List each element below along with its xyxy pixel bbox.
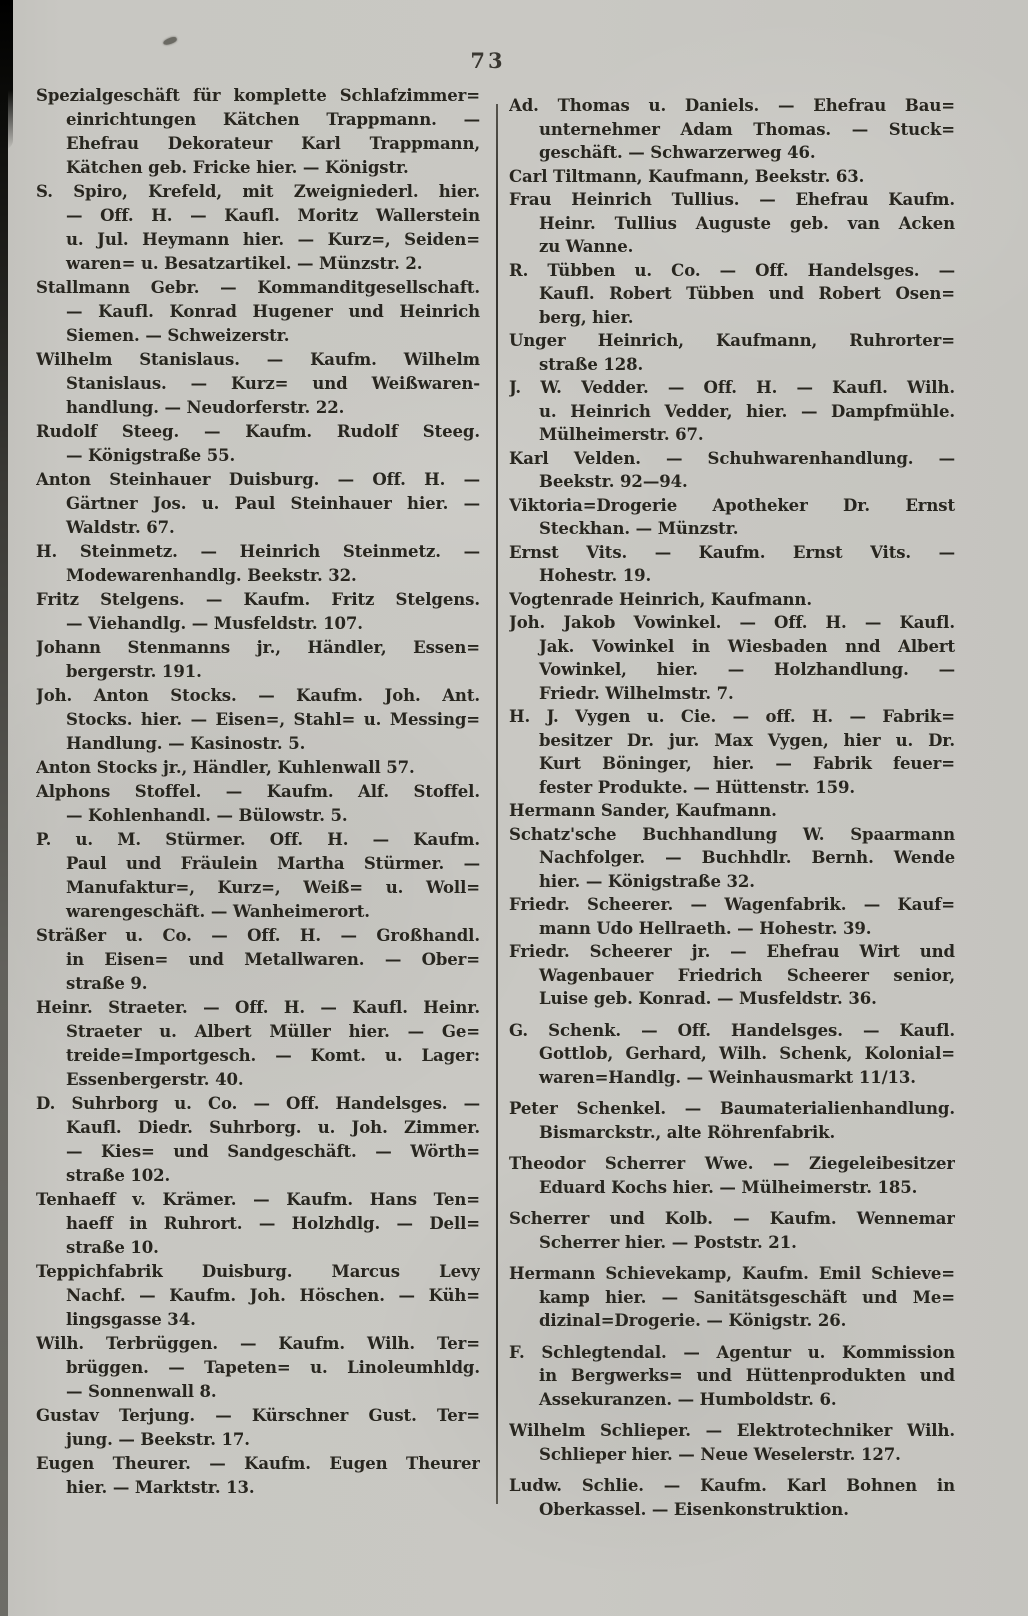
entry-line: Straeter u. Albert Müller hier. — Ge=	[66, 1022, 480, 1041]
entry-line: Stallmann Gebr. — Kommanditgesellschaft.	[36, 278, 480, 297]
entry-line: straße 9.	[66, 974, 148, 993]
entry-line: Karl Velden. — Schuhwarenhandlung. —	[509, 448, 955, 468]
directory-entry	[509, 1341, 955, 1412]
entry-line: — Kaufl. Konrad Hugener und Heinrich	[66, 302, 480, 321]
page-number: 73	[470, 48, 506, 73]
entry-line: Mülheimerstr. 67.	[539, 425, 704, 444]
entry-line: — Sonnenwall 8.	[66, 1382, 217, 1401]
entry-line: jung. — Beekstr. 17.	[66, 1430, 250, 1449]
entry-line: u. Heinrich Vedder, hier. — Dampfmühle.	[539, 401, 955, 421]
directory-entry	[36, 84, 480, 180]
entry-line: u. Jul. Heymann hier. — Kurz=, Seiden=	[66, 230, 480, 249]
entry-line: in Eisen= und Metallwaren. — Ober=	[66, 950, 480, 969]
entry-line: Luise geb. Konrad. — Musfeldstr. 36.	[539, 989, 877, 1008]
left-column	[36, 84, 480, 1500]
directory-entry	[36, 588, 480, 636]
entry-line: R. Tübben u. Co. — Off. Handelsges. —	[509, 260, 955, 280]
entry-line: — Kohlenhandl. — Bülowstr. 5.	[66, 806, 348, 825]
directory-entry	[509, 893, 955, 940]
directory-entry	[36, 636, 480, 684]
entry-line: Modewarenhandlg. Beekstr. 32.	[66, 566, 357, 585]
entry-line: Johann Stenmanns jr., Händler, Essen=	[36, 638, 480, 657]
right-column	[509, 94, 955, 1521]
entry-line: kamp hier. — Sanitätsgeschäft und Me=	[539, 1287, 955, 1307]
entry-line: Scherrer hier. — Poststr. 21.	[539, 1232, 797, 1252]
directory-entry	[36, 540, 480, 588]
directory-entry	[36, 780, 480, 828]
directory-entry	[509, 259, 955, 330]
entry-line: Unger Heinrich, Kaufmann, Ruhrorter=	[509, 331, 955, 350]
entry-line: H. J. Vygen u. Cie. — off. H. — Fabrik=	[509, 707, 955, 726]
entry-line: fester Produkte. — Hüttenstr. 159.	[539, 777, 856, 797]
directory-entry	[36, 924, 480, 996]
entry-line: Carl Tiltmann, Kaufmann, Beekstr. 63.	[509, 166, 865, 186]
entry-line: Friedr. Scheerer. — Wagenfabrik. — Kauf=	[509, 895, 955, 914]
entry-line: warengeschäft. — Wanheimerort.	[66, 902, 370, 921]
entry-line: Ludw. Schlie. — Kaufm. Karl Bohnen in	[509, 1476, 955, 1495]
entry-line: Alphons Stoffel. — Kaufm. Alf. Stoffel.	[36, 782, 480, 801]
scan-corner-shadow	[0, 0, 13, 150]
entry-line: besitzer Dr. jur. Max Vygen, hier u. Dr.	[539, 730, 955, 750]
entry-line: Nachfolger. — Buchhdlr. Bernh. Wende	[539, 848, 955, 867]
entry-line: brüggen. — Tapeten= u. Linoleumhldg.	[66, 1358, 480, 1377]
entry-line: Eugen Theurer. — Kaufm. Eugen Theurer	[36, 1454, 480, 1473]
entry-line: in Bergwerks= und Hüttenprodukten und	[539, 1366, 955, 1385]
entry-line: S. Spiro, Krefeld, mit Zweigniederl. hier.	[36, 182, 480, 201]
entry-line: Teppichfabrik Duisburg. Marcus Levy	[36, 1262, 480, 1281]
entry-line: straße 10.	[66, 1238, 159, 1257]
entry-line: Stanislaus. — Kurz= und Weißwaren-	[66, 374, 480, 393]
entry-line: lingsgasse 34.	[66, 1310, 196, 1329]
scan-edge-shadow	[0, 0, 8, 1616]
entry-line: treide=Importgesch. — Komt. u. Lager:	[66, 1046, 480, 1065]
directory-entry	[509, 188, 955, 259]
entry-line: Scherrer und Kolb. — Kaufm. Wennemar	[509, 1209, 955, 1228]
directory-entry	[509, 1262, 955, 1333]
directory-entry	[509, 823, 955, 894]
directory-entry	[509, 1474, 955, 1521]
entry-line: straße 128.	[539, 354, 644, 374]
entry-line: Assekuranzen. — Humboldstr. 6.	[539, 1389, 837, 1409]
entry-line: Ehefrau Dekorateur Karl Trappmann,	[66, 134, 480, 153]
directory-entry	[36, 756, 480, 780]
directory-entry	[36, 276, 480, 348]
directory-entry	[509, 1097, 955, 1144]
entry-line: hier. — Marktstr. 13.	[66, 1478, 255, 1497]
entry-line: geschäft. — Schwarzerweg 46.	[539, 143, 816, 162]
directory-entry	[36, 1188, 480, 1260]
directory-entry	[36, 828, 480, 924]
entry-line: — Viehandlg. — Musfeldstr. 107.	[66, 614, 363, 633]
entry-line: Kurt Böninger, hier. — Fabrik feuer=	[539, 754, 955, 773]
directory-entry	[509, 1152, 955, 1199]
entry-line: Stocks. hier. — Eisen=, Stahl= u. Messing=	[66, 710, 480, 729]
entry-line: Joh. Jakob Vowinkel. — Off. H. — Kaufl.	[509, 613, 955, 632]
entry-line: unternehmer Adam Thomas. — Stuck=	[539, 119, 955, 139]
entry-line: G. Schenk. — Off. Handelsges. — Kaufl.	[509, 1020, 955, 1040]
entry-line: Rudolf Steeg. — Kaufm. Rudolf Steeg.	[36, 422, 480, 441]
directory-entry	[509, 165, 955, 189]
directory-entry	[509, 1207, 955, 1254]
entry-line: Handlung. — Kasinostr. 5.	[66, 734, 306, 753]
directory-entry	[36, 1092, 480, 1188]
entry-line: — Kies= und Sandgeschäft. — Wörth=	[66, 1142, 480, 1161]
entry-line: zu Wanne.	[539, 237, 634, 256]
entry-line: Jak. Vowinkel in Wiesbaden nnd Albert	[539, 636, 955, 656]
ink-smudge	[162, 36, 177, 46]
entry-line: haeff in Ruhrort. — Holzhdlg. — Dell=	[66, 1214, 480, 1233]
entry-line: Joh. Anton Stocks. — Kaufm. Joh. Ant.	[36, 686, 480, 705]
directory-entry	[509, 1419, 955, 1466]
directory-entry	[36, 1260, 480, 1332]
directory-entry	[36, 1452, 480, 1500]
directory-entry	[36, 1332, 480, 1404]
entry-line: waren= u. Besatzartikel. — Münzstr. 2.	[66, 254, 423, 273]
entry-line: Viktoria=Drogerie Apotheker Dr. Ernst	[509, 495, 955, 515]
entry-line: D. Suhrborg u. Co. — Off. Handelsges. —	[36, 1094, 480, 1113]
entry-line: bergerstr. 191.	[66, 662, 202, 681]
directory-entry	[509, 611, 955, 705]
entry-line: Friedr. Wilhelmstr. 7.	[539, 683, 734, 703]
directory-entry	[509, 940, 955, 1011]
entry-line: Gustav Terjung. — Kürschner Gust. Ter=	[36, 1406, 480, 1425]
entry-line: Anton Stocks jr., Händler, Kuhlenwall 57.	[36, 758, 415, 777]
directory-entry	[36, 684, 480, 756]
entry-line: Gottlob, Gerhard, Wilh. Schenk, Kolonial=	[539, 1044, 955, 1063]
entry-line: Schlieper hier. — Neue Weselerstr. 127.	[539, 1444, 901, 1464]
directory-entry	[509, 1019, 955, 1090]
directory-entry	[509, 494, 955, 541]
entry-line: Peter Schenkel. — Baumaterialienhandlung.	[509, 1099, 955, 1118]
directory-entry	[36, 420, 480, 468]
entry-line: straße 102.	[66, 1166, 171, 1185]
directory-entry	[36, 180, 480, 276]
entry-line: Paul und Fräulein Martha Stürmer. —	[66, 854, 480, 873]
directory-entry	[509, 541, 955, 588]
entry-line: Nachf. — Kaufm. Joh. Höschen. — Küh=	[66, 1286, 480, 1305]
entry-line: Steckhan. — Münzstr.	[539, 519, 739, 538]
entry-line: Hermann Sander, Kaufmann.	[509, 801, 777, 820]
entry-line: Wilhelm Stanislaus. — Kaufm. Wilhelm	[36, 350, 480, 369]
entry-line: Heinr. Tullius Auguste geb. van Acken	[539, 213, 955, 233]
entry-line: Vogtenrade Heinrich, Kaufmann.	[509, 589, 812, 609]
directory-entry	[509, 447, 955, 494]
entry-line: Sträßer u. Co. — Off. H. — Großhandl.	[36, 926, 480, 945]
entry-line: Hermann Schievekamp, Kaufm. Emil Schieve=	[509, 1264, 955, 1283]
directory-entry	[509, 799, 955, 823]
entry-line: — Königstraße 55.	[66, 446, 236, 465]
column-divider-rule	[496, 104, 498, 1504]
entry-line: Kätchen geb. Fricke hier. — Königstr.	[66, 158, 409, 177]
entry-line: Friedr. Scheerer jr. — Ehefrau Wirt und	[509, 942, 955, 961]
directory-entry	[509, 588, 955, 612]
directory-entry	[36, 348, 480, 420]
directory-entry	[509, 705, 955, 799]
entry-line: berg, hier.	[539, 307, 634, 327]
entry-line: H. Steinmetz. — Heinrich Steinmetz. —	[36, 542, 480, 561]
entry-line: Beekstr. 92—94.	[539, 472, 688, 491]
entry-line: Wilhelm Schlieper. — Elektrotechniker Wilh.	[509, 1421, 955, 1440]
entry-line: F. Schlegtendal. — Agentur u. Kommission	[509, 1342, 955, 1362]
entry-line: einrichtungen Kätchen Trappmann. —	[66, 110, 480, 129]
entry-line: Spezialgeschäft für komplette Schlafzimmer=	[36, 86, 480, 105]
directory-entry	[36, 1404, 480, 1452]
entry-line: Gärtner Jos. u. Paul Steinhauer hier. —	[66, 494, 480, 513]
entry-line: Tenhaeff v. Krämer. — Kaufm. Hans Ten=	[36, 1190, 480, 1209]
entry-line: J. W. Vedder. — Off. H. — Kaufl. Wilh.	[509, 378, 955, 397]
entry-line: Siemen. — Schweizerstr.	[66, 326, 290, 345]
entry-line: Heinr. Straeter. — Off. H. — Kaufl. Heinr.	[36, 998, 480, 1017]
entry-line: dizinal=Drogerie. — Königstr. 26.	[539, 1311, 847, 1330]
entry-line: Ad. Thomas u. Daniels. — Ehefrau Bau=	[509, 96, 955, 115]
entry-line: Fritz Stelgens. — Kaufm. Fritz Stelgens.	[36, 590, 480, 609]
entry-line: Essenbergerstr. 40.	[66, 1070, 244, 1089]
entry-line: Vowinkel, hier. — Holzhandlung. —	[539, 660, 955, 679]
entry-line: Waldstr. 67.	[66, 518, 175, 537]
entry-line: Schatz'sche Buchhandlung W. Spaarmann	[509, 824, 955, 844]
directory-entry	[509, 94, 955, 165]
entry-line: Bismarckstr., alte Röhrenfabrik.	[539, 1122, 836, 1142]
entry-line: hier. — Königstraße 32.	[539, 871, 755, 891]
entry-line: Wilh. Terbrüggen. — Kaufm. Wilh. Ter=	[36, 1334, 480, 1353]
entry-line: Oberkassel. — Eisenkonstruktion.	[539, 1499, 849, 1519]
entry-line: waren=Handlg. — Weinhausmarkt 11/13.	[539, 1067, 916, 1087]
directory-entry	[509, 329, 955, 376]
entry-line: Theodor Scherrer Wwe. — Ziegeleibesitzer	[509, 1154, 955, 1173]
directory-entry	[36, 996, 480, 1092]
entry-line: Kaufl. Robert Tübben und Robert Osen=	[539, 284, 955, 303]
entry-line: handlung. — Neudorferstr. 22.	[66, 398, 345, 417]
entry-line: P. u. M. Stürmer. Off. H. — Kaufm.	[36, 830, 480, 849]
entry-line: Ernst Vits. — Kaufm. Ernst Vits. —	[509, 542, 955, 562]
entry-line: — Off. H. — Kaufl. Moritz Wallerstein	[66, 206, 480, 225]
entry-line: Hohestr. 19.	[539, 566, 652, 585]
entry-line: Anton Steinhauer Duisburg. — Off. H. —	[36, 470, 480, 489]
entry-line: Kaufl. Diedr. Suhrborg. u. Joh. Zimmer.	[66, 1118, 480, 1137]
entry-line: mann Udo Hellraeth. — Hohestr. 39.	[539, 918, 872, 938]
entry-line: Eduard Kochs hier. — Mülheimerstr. 185.	[539, 1177, 918, 1197]
directory-entry	[36, 468, 480, 540]
directory-entry	[509, 376, 955, 447]
entry-line: Manufaktur=, Kurz=, Weiß= u. Woll=	[66, 878, 480, 897]
entry-line: Frau Heinrich Tullius. — Ehefrau Kaufm.	[509, 190, 955, 209]
entry-line: Wagenbauer Friedrich Scheerer senior,	[539, 965, 955, 985]
